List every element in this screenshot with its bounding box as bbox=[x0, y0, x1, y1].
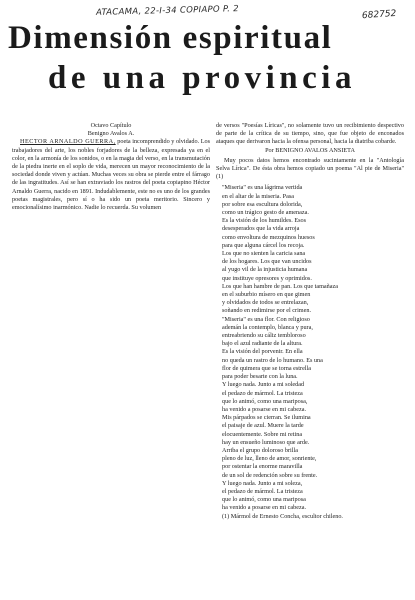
headline-line-2: de una provincia bbox=[48, 60, 356, 96]
poem-line: ademán la contemplo, blanca y pura, bbox=[222, 323, 313, 331]
author-line: Benigno Avalos A. bbox=[87, 130, 135, 138]
handwritten-catalog-number: 682752 bbox=[361, 8, 397, 22]
handwritten-source-note: ATACAMA, 22-I-34 COPIAPO P. 2 bbox=[95, 4, 240, 18]
intro-name: HECTOR ARNALDO GUERRA, bbox=[20, 138, 116, 146]
left-paragraph-text: poeta incomprendido y olvidado. Los trabajadores del arte, los nobles forjadores de la belleza, expresada ya en el color, en la armonía de los sonidos, o en la magia del verso, en la transmutación de la piedra inerte en el soplo de vida, merecen un mayor reconocimiento de la sociedad donde viven y actúan. Muchas veces su obra se pierde entre el fárrago de las ingratitudes. Así se han extraviado los rastros del poeta copiapino Héctor Arnaldo Guerra, nacido en 1891. Indudablemente, este no es uno de los grandes poetas magistrales, pero sí o ha sido un poeta meritorio. Sincero y emocionalísimo inarmónico. Nadie lo recuerda. Su volumen bbox=[12, 138, 211, 212]
newspaper-clipping bbox=[8, 22, 405, 598]
poem-line: Es la visión del porvenir. En ella bbox=[222, 348, 303, 356]
poem-line: el pedazo de mármol. La tristeza bbox=[222, 389, 303, 397]
poem-line: bajo el azul radiante de la altura. bbox=[222, 340, 303, 348]
poem-line: Los que han hambre de pan. Los que tamañaza bbox=[222, 282, 338, 290]
poem-line: el paisaje de azul. Muere la tarde bbox=[222, 422, 304, 430]
left-column bbox=[12, 122, 210, 212]
poem-line: Es la visión de los humildes. Esos bbox=[222, 217, 307, 225]
poem-line: Mis párpados se cierran. Se ilumina bbox=[222, 414, 311, 422]
poem-line: que instituye opresores y oprimidos. bbox=[222, 274, 312, 282]
left-paragraph bbox=[12, 138, 210, 212]
poem-line: de los hogares. Los que van uncidos bbox=[222, 258, 312, 266]
poem-line: que lo animó, como una mariposa bbox=[222, 496, 306, 504]
kicker: Octavo Capítulo bbox=[90, 122, 132, 129]
poem-line: para poder besarte con la luna. bbox=[222, 373, 298, 381]
poem-line: que lo animó, como una mariposa, bbox=[222, 397, 308, 405]
headline-line-1: Dimensión espiritual bbox=[8, 20, 333, 56]
poem-line: Y luego nada. Junto a mi soleza, bbox=[222, 479, 303, 487]
poem-line: "Miseria" es una lágrima vertida bbox=[222, 184, 303, 192]
poem-line: Y luego nada. Junto a mi soledad bbox=[222, 381, 305, 389]
poem-line: Arriba el grupo doloroso brilla bbox=[222, 446, 298, 454]
poem bbox=[216, 184, 404, 520]
poem-line: entreabriendo su cáliz tembloroso bbox=[222, 332, 306, 340]
poem-line: desesperados que la vida arroja bbox=[222, 225, 300, 233]
poem-line: flor de quimera que se torna estrella bbox=[222, 364, 311, 372]
poem-line: ha venido a posarse en mi cabeza. bbox=[222, 405, 307, 413]
poem-line: pleno de luz, lleno de amor, sonriente, bbox=[222, 455, 317, 463]
poem-line: "Miseria" es una flor. Con religioso bbox=[222, 315, 310, 323]
poem-line: no queda un rastro de lo humano. Es una bbox=[222, 356, 323, 364]
poem-line: para que alguna cárcel los recoja. bbox=[222, 241, 305, 249]
poem-line: como envoltura de mezquinos huesos bbox=[222, 233, 315, 241]
poem-line: y olvidados de todos se entrelazan, bbox=[222, 299, 309, 307]
poem-line: al yugo vil de la injusticia humana bbox=[222, 266, 308, 274]
poem-line: por ostentar la enorme maravilla bbox=[222, 463, 303, 471]
poem-line: en el suburbio mísero en que gimen bbox=[222, 291, 311, 299]
poem-line: el pedazo de mármol. La tristeza bbox=[222, 487, 303, 495]
poem-line: (1) Mármol de Ernesto Concha, escultor chileno. bbox=[222, 512, 343, 520]
byline: Por BENIGNO AVALOS ANSIETA bbox=[265, 146, 355, 154]
poem-line: en el altar de la miseria. Pasa bbox=[222, 192, 294, 200]
poem-line: por sobre esa escultura dolorida, bbox=[222, 200, 303, 208]
right-paragraph-2: Muy pocos datos hemos encontrado sucintamente en la "Antología Selva Lírica". De ésta obra hemos copiado un poema "Al pie de Miseria" (1) bbox=[216, 156, 404, 181]
poem-line: elocuentemente. Sobre mi retina bbox=[222, 430, 303, 438]
right-paragraph-1: de versos "Poesías Líricas", no solamente tuvo un recibimiento despectivo de parte de la crítica de su tiempo, sino, que fue objeto de enconados ataques que derivaron hacia la ofensa personal, hacia la diatriba cobarde. bbox=[216, 122, 404, 146]
poem-line: de un sol de redención sobre su frente. bbox=[222, 471, 318, 479]
poem-line: ha venido a posarse en mi cabeza. bbox=[222, 504, 307, 512]
right-column bbox=[216, 122, 404, 521]
poem-line: soñando en redimirse por el crimen. bbox=[222, 307, 312, 315]
poem-line: Los que no sienten la caricia sana bbox=[222, 250, 306, 258]
poem-line: como un trágico gesto de amenaza. bbox=[222, 209, 309, 217]
poem-line: hay un ensueño luminoso que arde. bbox=[222, 438, 310, 446]
